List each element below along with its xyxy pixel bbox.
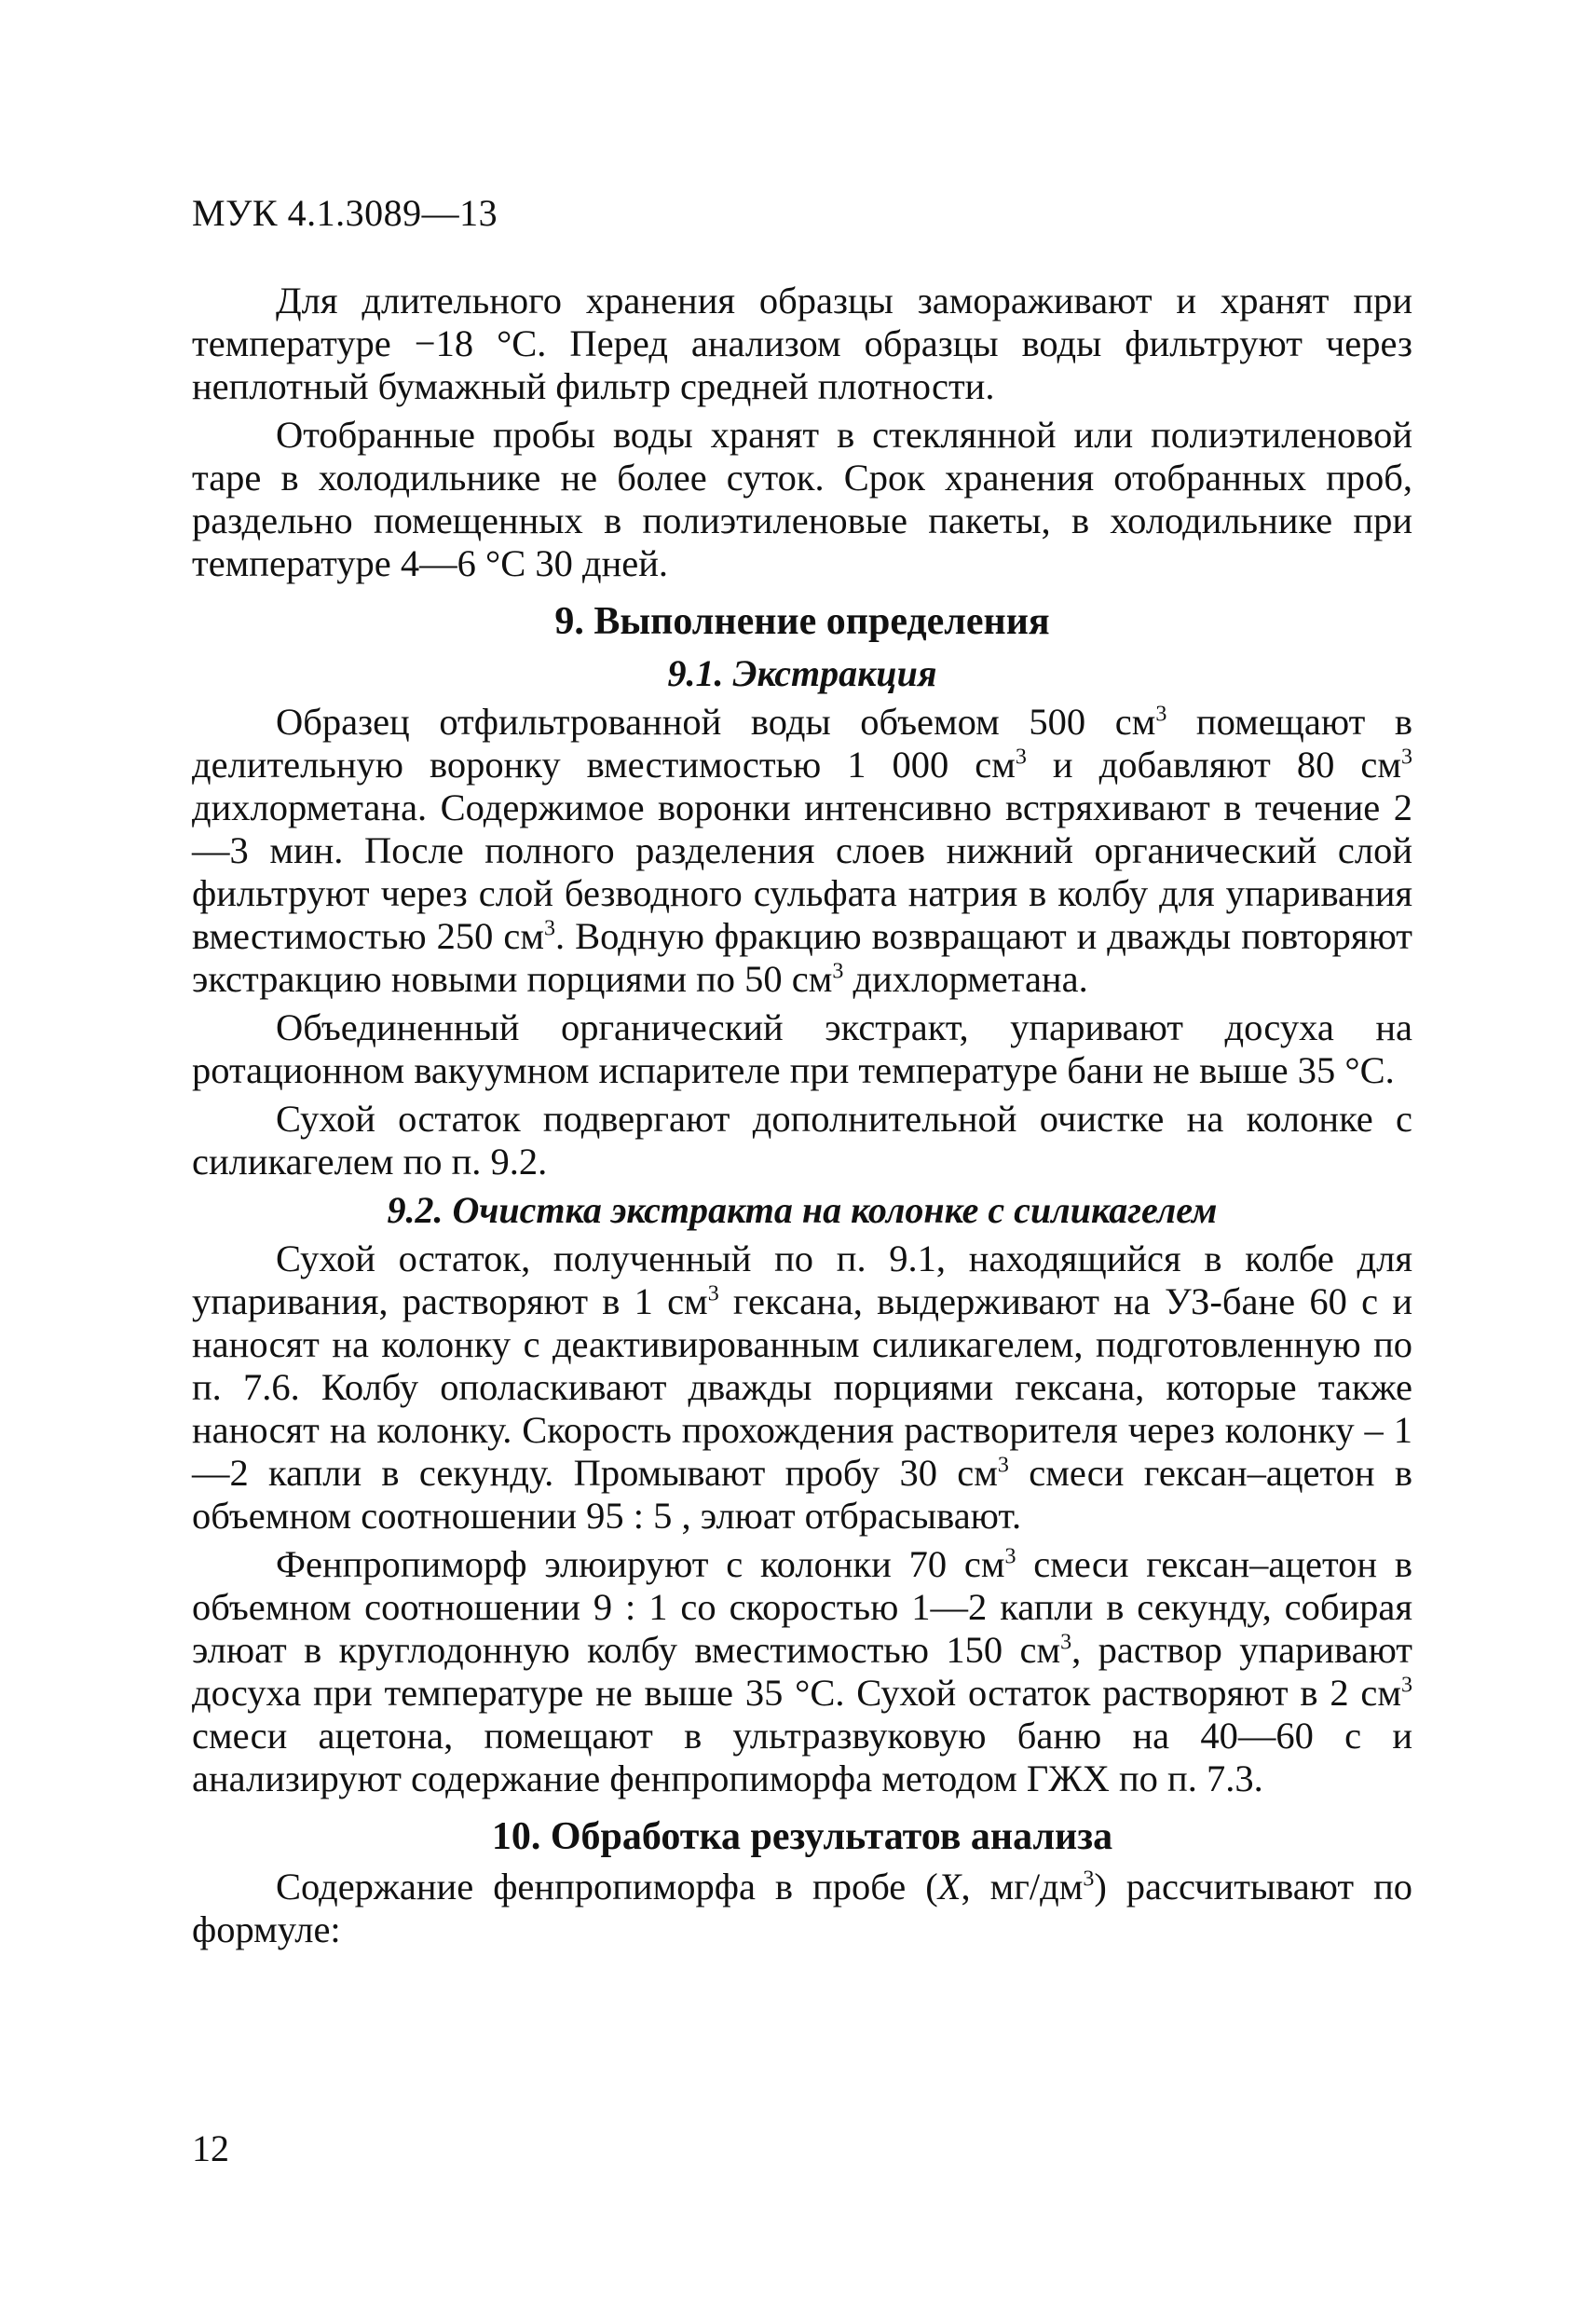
section-9-heading: 9. Выполнение определения — [554, 600, 1050, 643]
text-fragment: и добавляют 80 см — [1026, 744, 1401, 786]
text-fragment: Образец отфильтрованной воды объемом 500 см — [276, 701, 1156, 743]
superscript: 3 — [1015, 745, 1027, 770]
text-fragment: смеси ацетона, помещают в ультразвуковую баню на 40—60 с и анализируют содержание фенпропиморфа методом ГЖХ по п. 7.3. — [192, 1715, 1412, 1799]
superscript: 3 — [543, 916, 555, 941]
superscript: 3 — [707, 1281, 719, 1306]
superscript: 3 — [1060, 1630, 1072, 1655]
text-fragment: Фенпропиморф элюируют с колонки 70 см — [276, 1543, 1005, 1585]
superscript: 3 — [997, 1453, 1009, 1478]
paragraph-extraction — [192, 701, 1412, 1001]
paragraph-elution — [192, 1543, 1412, 1800]
paragraph-calculation — [192, 1866, 1412, 1951]
text-fragment: дихлорметана. — [843, 958, 1088, 1000]
superscript: 3 — [1401, 745, 1412, 770]
text-fragment: ) рассчитывают по формуле: — [192, 1866, 1413, 1950]
paragraph-evaporation: Объединенный органический экстракт, упаривают досуха на ротационном вакуумном испарителе при температуре бани не выше 35 °С. — [192, 1006, 1412, 1091]
superscript: 3 — [1155, 702, 1167, 727]
page-body — [192, 280, 1412, 1951]
text-fragment: Содержание фенпропиморфа в пробе ( — [276, 1866, 938, 1908]
text-fragment: . Водную фракцию возвращают и дважды повторяют экстракцию новыми порциями по 50 см — [192, 915, 1412, 1000]
subsection-9-2-heading: 9.2. Очистка экстракта на колонке с силикагелем — [387, 1189, 1218, 1231]
superscript: 3 — [1401, 1673, 1412, 1698]
paragraph-dry-residue: Сухой остаток подвергают дополнительной очистке на колонке с силикагелем по п. 9.2. — [192, 1098, 1412, 1183]
text-fragment: , мг/дм — [961, 1866, 1084, 1908]
variable-x: X — [937, 1866, 962, 1908]
text-fragment: дихлорметана. Содержимое воронки интенсивно встряхивают в течение 2—3 мин. После полного разделения слоев нижний органический слой фильтруют через слой безводного сульфата натрия в колбу для упаривания вместимостью 250 см — [192, 786, 1412, 957]
superscript: 3 — [832, 959, 844, 984]
section-10-heading: 10. Обработка результатов анализа — [491, 1815, 1113, 1858]
paragraph-storage-frozen: Для длительного хранения образцы замораживают и хранят при температуре −18 °С. Перед анализом образцы воды фильтруют через неплотный бумажный фильтр средней плотности. — [192, 280, 1412, 407]
text-fragment: смеси гексан–ацетон в объемном соотношении 9 : 1 со скоростью 1—2 капли в секунду, собирая элюат в круглодонную колбу вместимостью 150 см — [192, 1543, 1412, 1671]
text-fragment: Сухой остаток, полученный по п. 9.1, находящийся в колбе для упаривания, растворяют в 1 см — [192, 1238, 1412, 1322]
paragraph-column-cleanup — [192, 1238, 1412, 1538]
subsection-9-1-heading: 9.1. Экстракция — [667, 652, 937, 694]
text-fragment: смеси гексан–ацетон в объемном соотношении 95 : 5 , элюат отбрасывают. — [192, 1452, 1413, 1537]
document-code-header: МУК 4.1.3089—13 — [192, 192, 498, 234]
superscript: 3 — [1083, 1867, 1095, 1892]
text-fragment: , раствор упаривают досуха при температуре не выше 35 °С. Сухой остаток растворяют в 2 см — [192, 1629, 1413, 1714]
superscript: 3 — [1004, 1544, 1016, 1569]
page-number: 12 — [192, 2127, 229, 2169]
text-fragment: гексана, выдерживают на УЗ-бане 60 с и наносят на колонку с деактивированным силикагелем, подготовленную по п. 7.6. Колбу ополаскивают дважды порциями гексана, которые также наносят на колонку. Скорость прохождения растворителя через колонку – 1—2 капли в секунду. Промывают пробу 30 см — [192, 1280, 1412, 1494]
paragraph-storage-fridge: Отобранные пробы воды хранят в стеклянной или полиэтиленовой таре в холодильнике не более суток. Срок хранения отобранных проб, раздельно помещенных в полиэтиленовые пакеты, в холодильнике при температуре 4—6 °С 30 дней. — [192, 414, 1412, 584]
text-fragment: помещают в делительную воронку вместимостью 1 000 см — [192, 701, 1412, 786]
